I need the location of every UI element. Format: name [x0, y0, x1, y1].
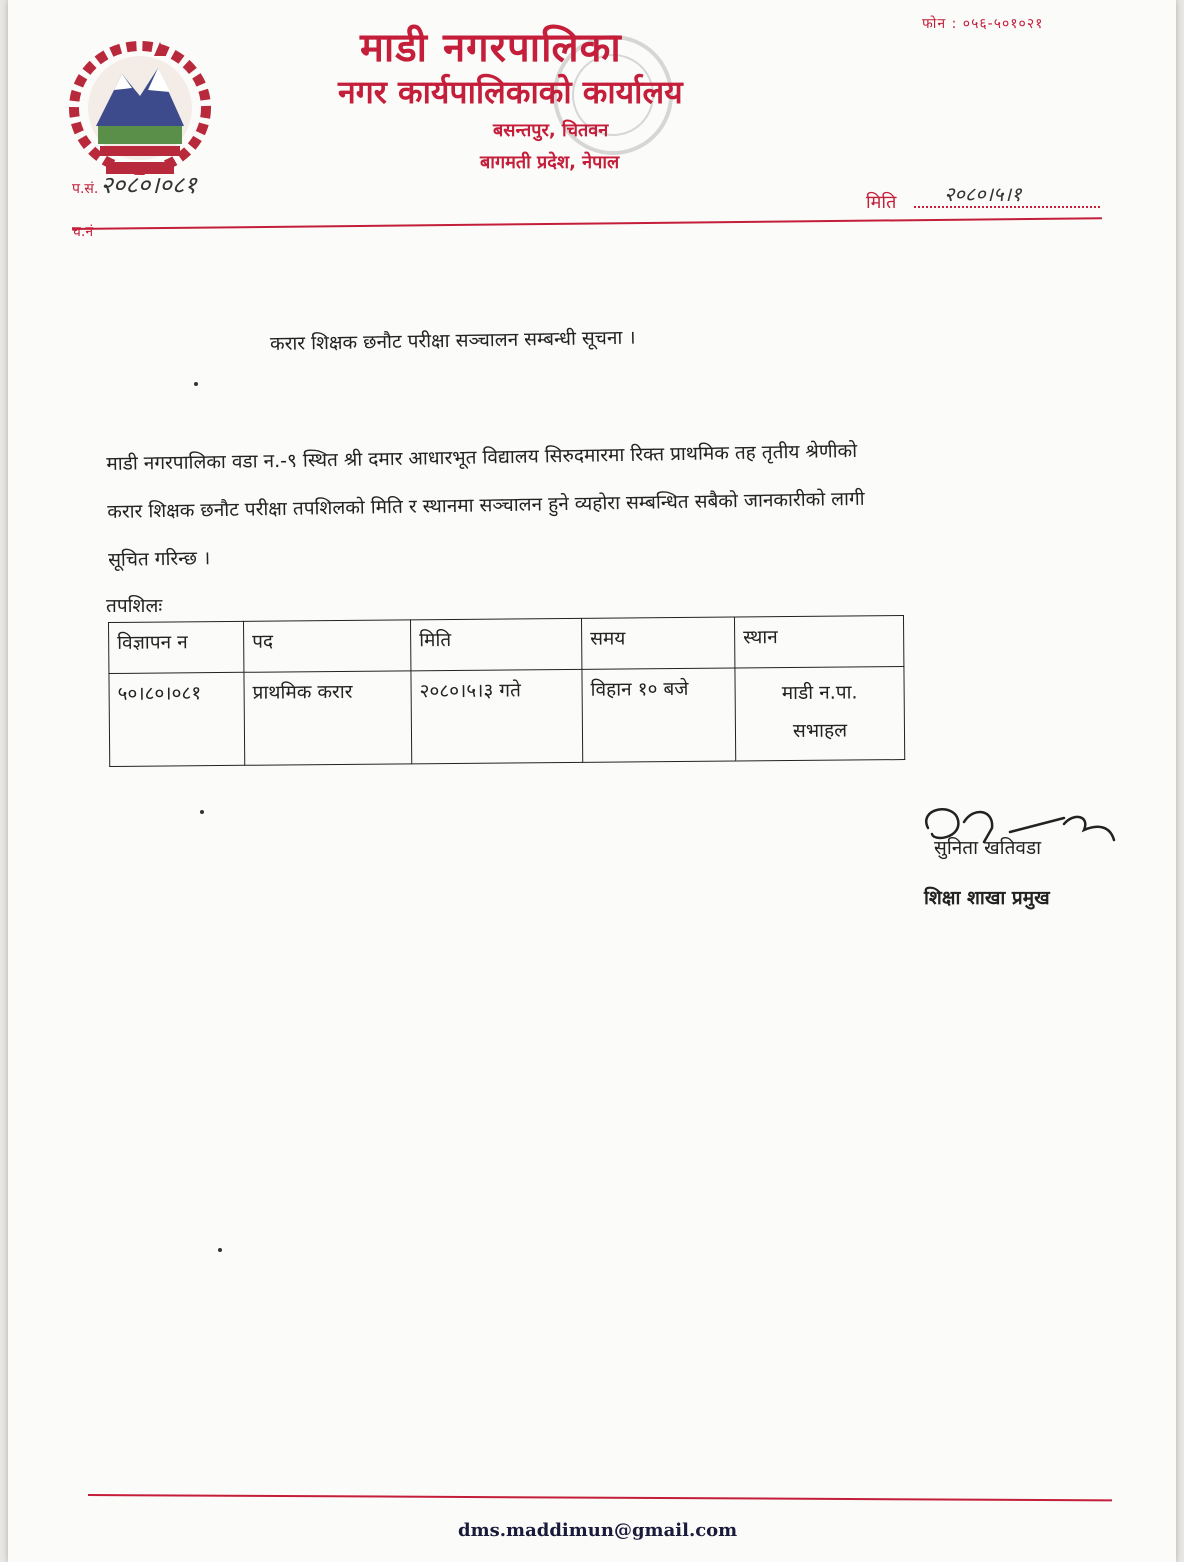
address-line-2: बागमती प्रदेश, नेपाल: [480, 152, 620, 173]
office-name: नगर कार्यपालिकाको कार्यालय: [338, 73, 683, 111]
reference-number: [72, 168, 197, 201]
header-ad-number: विज्ञापन न: [109, 621, 244, 673]
signatory-name: सुनिता खतिवडा: [934, 837, 1042, 859]
header-venue: स्थान: [734, 616, 903, 668]
date-value: २०८०।५।१: [944, 182, 1022, 206]
ink-dot: [218, 1248, 222, 1252]
reference-label: प.सं.: [72, 181, 99, 197]
body-line-1: माडी नगरपालिका वडा न.-९ स्थित श्री दमार आधारभूत विद्यालय सिरुदमारमा रिक्त प्राथमिक तह तृतीय श्रेणीको: [106, 439, 858, 475]
cell-post: प्राथमिक करार: [244, 671, 412, 765]
phone-number: फोन : ०५६-५०१०२१: [922, 16, 1044, 32]
ink-dot: [194, 382, 198, 386]
letter-page: [8, 0, 1176, 1562]
header-divider: [72, 217, 1102, 230]
table-row: [109, 667, 905, 767]
notice-subject: करार शिक्षक छनौट परीक्षा सञ्चालन सम्बन्धी सूचना ।: [269, 326, 636, 355]
body-line-2: करार शिक्षक छनौट परीक्षा तपशिलको मिति र स्थानमा सञ्चालन हुने व्यहोरा सम्बन्धित सबैको जानकारीको लागी: [107, 487, 865, 523]
cell-time: विहान १० बजे: [582, 668, 736, 762]
table-header-row: [109, 616, 904, 674]
date-label: मिति: [866, 192, 897, 213]
cell-date: २०८०।५।३ गते: [411, 669, 583, 763]
signatory-title: शिक्षा शाखा प्रमुख: [924, 887, 1050, 909]
footer-email: dms.maddimun@gmail.com: [458, 1520, 738, 1541]
address-line-1: बसन्तपुर, चितवन: [493, 120, 609, 141]
cell-venue: [735, 667, 905, 761]
exam-details-table: [108, 615, 905, 767]
header-time: समय: [581, 617, 734, 669]
body-line-3: सूचित गरिन्छ ।: [107, 547, 211, 571]
reference-value: २०८०।०८१: [100, 171, 197, 199]
cell-ad-number: ५०।८०।०८१: [109, 672, 245, 766]
dispatch-number-label: च.नं: [72, 224, 94, 240]
municipality-name: माडी नगरपालिका: [360, 25, 622, 71]
header-post: पद: [243, 620, 410, 672]
details-label: तपशिलः: [106, 595, 163, 617]
notice-body: [106, 423, 1078, 584]
venue-line-2: सभाहल: [792, 719, 848, 743]
nepal-emblem-icon: [60, 30, 220, 180]
venue-line-1: माडी न.पा.: [781, 681, 858, 705]
header-date: मिति: [410, 618, 581, 670]
footer-divider: [88, 1494, 1112, 1501]
ink-dot: [200, 810, 204, 814]
